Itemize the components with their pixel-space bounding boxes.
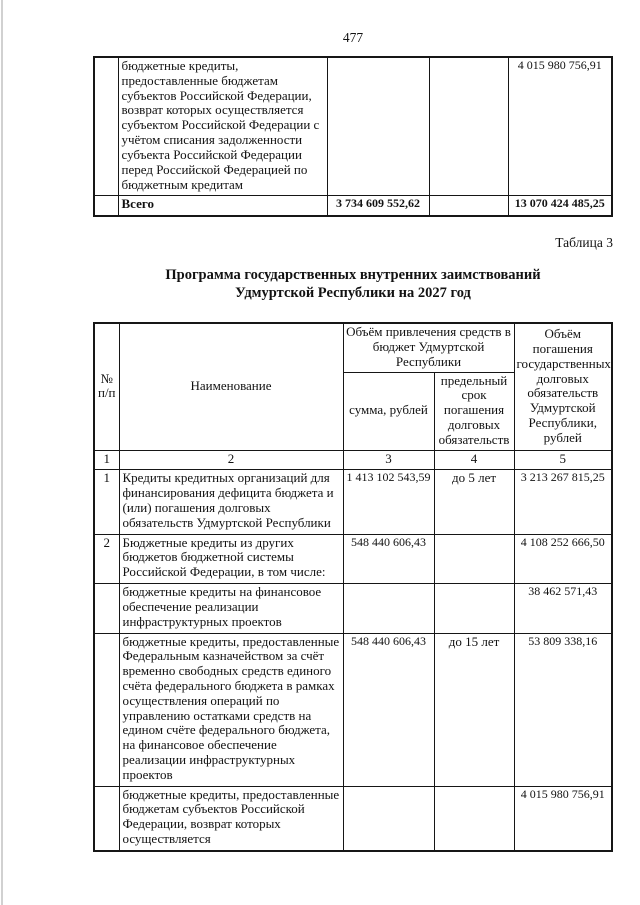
term-cell: до 5 лет [434,470,514,534]
name-cell: бюджетные кредиты, предоставленные Федеральным казначейством за счёт временно свободных средств единого счёта федерального бюджета в рамках осуществления операций по управлению остатками средств на едином счёте федерального бюджета, на финансовое обеспечение реализации инфраструктурных проектов [119,633,343,786]
table-row [94,584,612,633]
header-name-cell: Наименование [119,323,343,450]
header-attraction-group-cell: Объём привлечения средств в бюджет Удмуртской Республики [343,323,514,372]
table-row [94,57,612,196]
header-num-cell: № п/п [94,323,119,450]
term-cell [434,534,514,583]
amount-cell [343,786,434,851]
repayment-cell: 38 462 571,43 [514,584,612,633]
col-index-cell: 3 [343,450,434,470]
table-caption: Таблица 3 [555,235,613,251]
totals-repayment-cell: 13 070 424 485,25 [508,196,612,216]
repayment-cell: 4 108 252 666,50 [514,534,612,583]
header-row [94,323,612,372]
table-row [94,470,612,534]
continuation-table [93,56,613,217]
document-page [93,0,613,852]
header-repayment-cell: Объём погашения государственных долговых обязательств Удмуртской Республики, рублей [514,323,612,450]
totals-row [94,196,612,216]
name-cell: Бюджетные кредиты из других бюджетов бюджетной системы Российской Федерации, в том числе: [119,534,343,583]
doc-title [93,267,613,303]
term-cell [429,196,508,216]
term-cell: до 15 лет [434,633,514,786]
column-numbering-row [94,450,612,470]
doc-title-line2: Удмуртской Республики на 2027 год [235,285,471,302]
amount-cell [343,584,434,633]
amount-cell: 1 413 102 543,59 [343,470,434,534]
name-cell: бюджетные кредиты на финансовое обеспечение реализации инфраструктурных проектов [119,584,343,633]
totals-amount-cell: 3 734 609 552,62 [327,196,429,216]
col-index-cell: 2 [119,450,343,470]
repayment-cell: 53 809 338,16 [514,633,612,786]
repayment-cell: 3 213 267 815,25 [514,470,612,534]
scan-page-edge [1,0,3,905]
header-sum-cell: сумма, рублей [343,372,434,450]
table-row [94,534,612,583]
table-row-cut-by-page-break [94,786,612,851]
row-number-cell [94,584,119,633]
row-number-cell [94,57,118,196]
term-cell [429,57,508,196]
row-number-cell [94,196,118,216]
name-cell: бюджетные кредиты, предоставленные бюджетам субъектов Российской Федерации, возврат которых осуществляется [119,786,343,851]
borrowings-table [93,322,613,852]
repayment-cell: 4 015 980 756,91 [508,57,612,196]
table-row [94,633,612,786]
amount-cell: 548 440 606,43 [343,633,434,786]
repayment-cell: 4 015 980 756,91 [514,786,612,851]
page-number: 477 [342,30,364,45]
row-number-cell [94,633,119,786]
amount-cell: 548 440 606,43 [343,534,434,583]
row-number-cell: 2 [94,534,119,583]
col-index-cell: 1 [94,450,119,470]
col-index-cell: 5 [514,450,612,470]
term-cell [434,786,514,851]
name-cell: бюджетные кредиты, предоставленные бюджетам субъектов Российской Федерации, возврат которых осуществляется субъектом Российской Федерации с учётом списания задолженности субъекта Российской Федерации перед Российской Федерацией по бюджетным кредитам [118,57,327,196]
amount-cell [327,57,429,196]
term-cell [434,584,514,633]
row-number-cell [94,786,119,851]
header-term-cell: предельный срок погашения долговых обязательств [434,372,514,450]
row-number-cell: 1 [94,470,119,534]
totals-label-cell: Всего [118,196,327,216]
name-cell: Кредиты кредитных организаций для финансирования дефицита бюджета и (или) погашения долговых обязательств Удмуртской Республики [119,470,343,534]
doc-title-line1: Программа государственных внутренних заимствований [165,267,541,284]
col-index-cell: 4 [434,450,514,470]
